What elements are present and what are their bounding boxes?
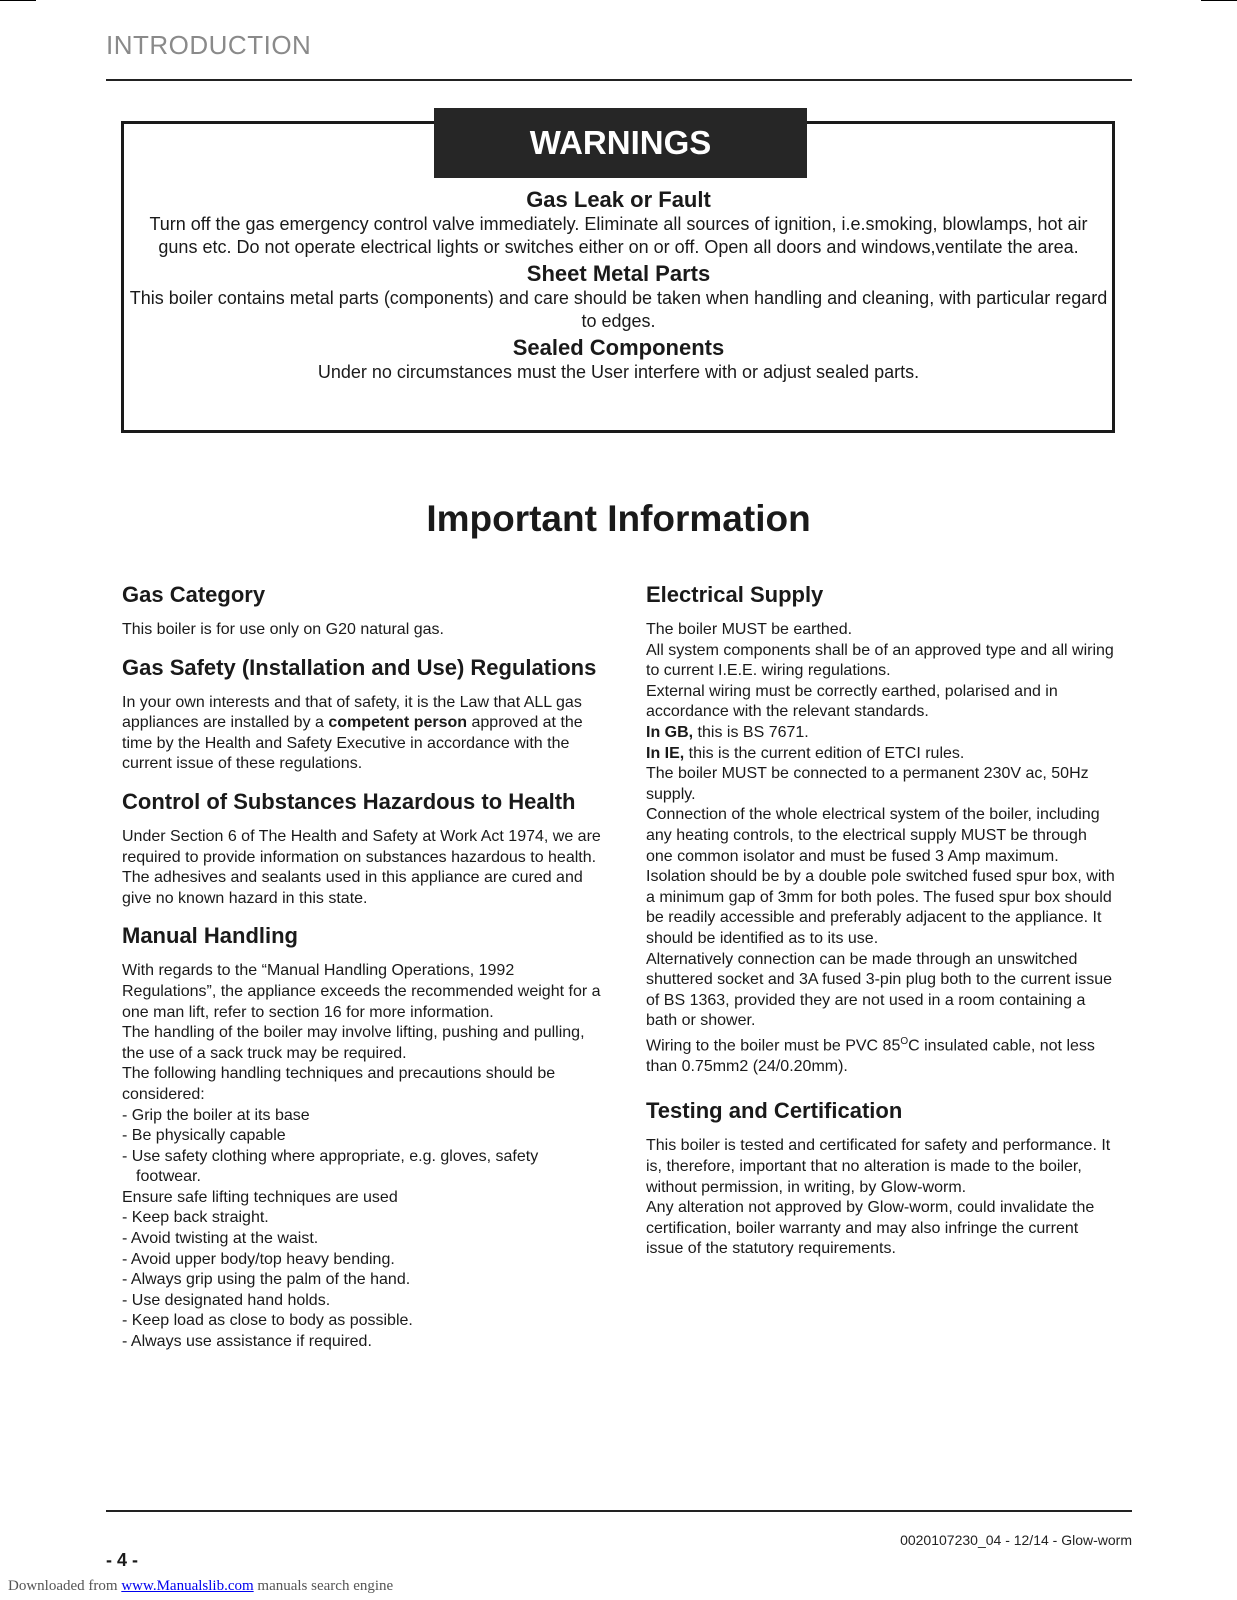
- section-heading: Control of Substances Hazardous to Health: [122, 788, 576, 814]
- list-item: - Always grip using the palm of the hand.: [122, 1271, 411, 1289]
- paragraph: This boiler is for use only on G20 natural gas.: [122, 621, 444, 638]
- section-heading: Testing and Certification: [646, 1098, 903, 1124]
- paragraph: [646, 723, 1116, 744]
- list-item: - Grip the boiler at its base: [122, 1106, 310, 1124]
- paragraph: The following handling techniques and precautions should be considered:: [122, 1065, 556, 1103]
- text-run: this is BS 7671.: [693, 723, 809, 741]
- paragraph: The handling of the boiler may involve lifting, pushing and pulling, the use of a sack truck may be required.: [122, 1024, 585, 1062]
- warnings-content: [128, 186, 1109, 385]
- list-item: - Always use assistance if required.: [122, 1333, 372, 1351]
- page-number: - 4 -: [106, 1550, 139, 1570]
- paragraph: Alternatively connection can be made through an unswitched shuttered socket and 3A fused 3-pin plug both to the current issue of BS 1363, provided they are not used in a room containing a bath or shower.: [646, 950, 1113, 1030]
- region-label-ie: In IE,: [646, 744, 685, 762]
- superscript: O: [900, 1035, 909, 1047]
- list-item: - Avoid upper body/top heavy bending.: [122, 1250, 395, 1268]
- header-rule: [106, 79, 1132, 81]
- paragraph: With regards to the “Manual Handling Operations, 1992 Regulations”, the appliance exceeds the recommended weight for a one man lift, refer to section 16 for more information.: [122, 962, 601, 1021]
- gas-safety-section: [122, 654, 602, 775]
- list-item: - Avoid twisting at the waist.: [122, 1230, 319, 1248]
- section-heading: Electrical Supply: [646, 582, 824, 607]
- right-column: [646, 581, 1116, 1273]
- warning-heading: Sheet Metal Parts: [526, 261, 711, 286]
- warnings-title: WARNINGS: [434, 108, 807, 178]
- manual-handling-section: [122, 922, 602, 1352]
- manualslib-link[interactable]: www.Manualslib.com: [121, 1578, 254, 1594]
- list-item-continuation: footwear.: [136, 1168, 201, 1186]
- list-item: - Keep back straight.: [122, 1209, 269, 1227]
- list-item: - Keep load as close to body as possible.: [122, 1312, 413, 1330]
- paragraph: Any alteration not approved by Glow-worm, could invalidate the certification, boiler warranty and may also infringe the current issue of the statutory requirements.: [646, 1199, 1095, 1258]
- paragraph: The boiler MUST be connected to a permanent 230V ac, 50Hz supply.: [646, 765, 1089, 803]
- footer-rule: [106, 1510, 1132, 1512]
- region-label-gb: In GB,: [646, 723, 694, 741]
- warning-text: Turn off the gas emergency control valve immediately. Eliminate all sources of ignition, i.e.smoking, blowlamps, hot air guns etc. Do not operate electrical lights or switches either on or off. Open all doors and windows,ventilate the area.: [149, 214, 1088, 257]
- download-prefix: Downloaded from: [8, 1578, 122, 1594]
- paragraph: [646, 1032, 1116, 1078]
- text-run: In your own interests and that of safety, it is the Law that ALL gas appliances are installed by a: [122, 693, 582, 732]
- paragraph: Ensure safe lifting techniques are used: [122, 1188, 398, 1206]
- gas-category-section: [122, 581, 602, 641]
- paragraph: The adhesives and sealants used in this appliance are cured and give no known hazard in this state.: [122, 869, 583, 907]
- download-notice: [8, 1578, 393, 1595]
- section-heading: Manual Handling: [122, 923, 298, 949]
- coshh-section: [122, 788, 602, 909]
- paragraph: [646, 744, 1116, 765]
- warning-heading: Gas Leak or Fault: [526, 187, 711, 212]
- paragraph: All system components shall be of an approved type and all wiring to current I.E.E. wiring regulations.: [646, 641, 1114, 680]
- section-heading: Gas Safety (Installation and Use) Regulations: [122, 654, 597, 680]
- paragraph: Isolation should be by a double pole switched fused spur box, with a minimum gap of 3mm for both poles. The fused spur box should be readily accessible and preferably adjacent to the appliance. It should be identified as to its use.: [646, 868, 1115, 947]
- text-run: C insulated cable, not less than 0.75mm2 (24/0.20mm).: [646, 1037, 1095, 1075]
- left-column: [122, 581, 602, 1366]
- list-item: - Use safety clothing where appropriate, e.g. gloves, safety: [122, 1147, 539, 1165]
- list-item: - Be physically capable: [122, 1127, 286, 1145]
- text-run: approved at the time by the Health and Safety Executive in accordance with the current issue of these regulations.: [122, 714, 583, 773]
- download-suffix: manuals search engine: [253, 1578, 394, 1594]
- text-run: this is the current edition of ETCI rules.: [684, 744, 965, 762]
- bold-term: competent person: [328, 714, 468, 732]
- page-title: Important Information: [426, 498, 811, 539]
- section-header: INTRODUCTION: [106, 30, 312, 60]
- paragraph: This boiler is tested and certificated for safety and performance. It is, therefore, important that no alteration is made to the boiler, without permission, in writing, by Glow-worm.: [646, 1137, 1111, 1196]
- crop-mark-right: [1201, 0, 1237, 1]
- testing-section: [646, 1097, 1116, 1260]
- list-item: - Use designated hand holds.: [122, 1291, 331, 1309]
- warning-text: Under no circumstances must the User interfere with or adjust sealed parts.: [317, 362, 920, 382]
- warning-text: This boiler contains metal parts (components) and care should be taken when handling and cleaning, with particular regard to edges.: [129, 288, 1108, 331]
- paragraph: The boiler MUST be earthed.: [646, 621, 853, 638]
- paragraph: Under Section 6 of The Health and Safety at Work Act 1974, we are required to provide information on substances hazardous to health.: [122, 827, 601, 866]
- paragraph: [122, 693, 602, 775]
- text-run: Wiring to the boiler must be PVC 85: [646, 1037, 901, 1055]
- document-reference: 0020107230_04 - 12/14 - Glow-worm: [900, 1532, 1132, 1548]
- crop-mark-left: [0, 0, 36, 1]
- paragraph: Connection of the whole electrical system of the boiler, including any heating controls, to the electrical supply MUST be through one common isolator and must be fused 3 Amp maximum.: [646, 806, 1100, 865]
- electrical-supply-section: [646, 581, 1116, 1077]
- paragraph: External wiring must be correctly earthed, polarised and in accordance with the relevant standards.: [646, 682, 1058, 721]
- section-heading: Gas Category: [122, 582, 266, 607]
- warning-heading: Sealed Components: [512, 335, 725, 360]
